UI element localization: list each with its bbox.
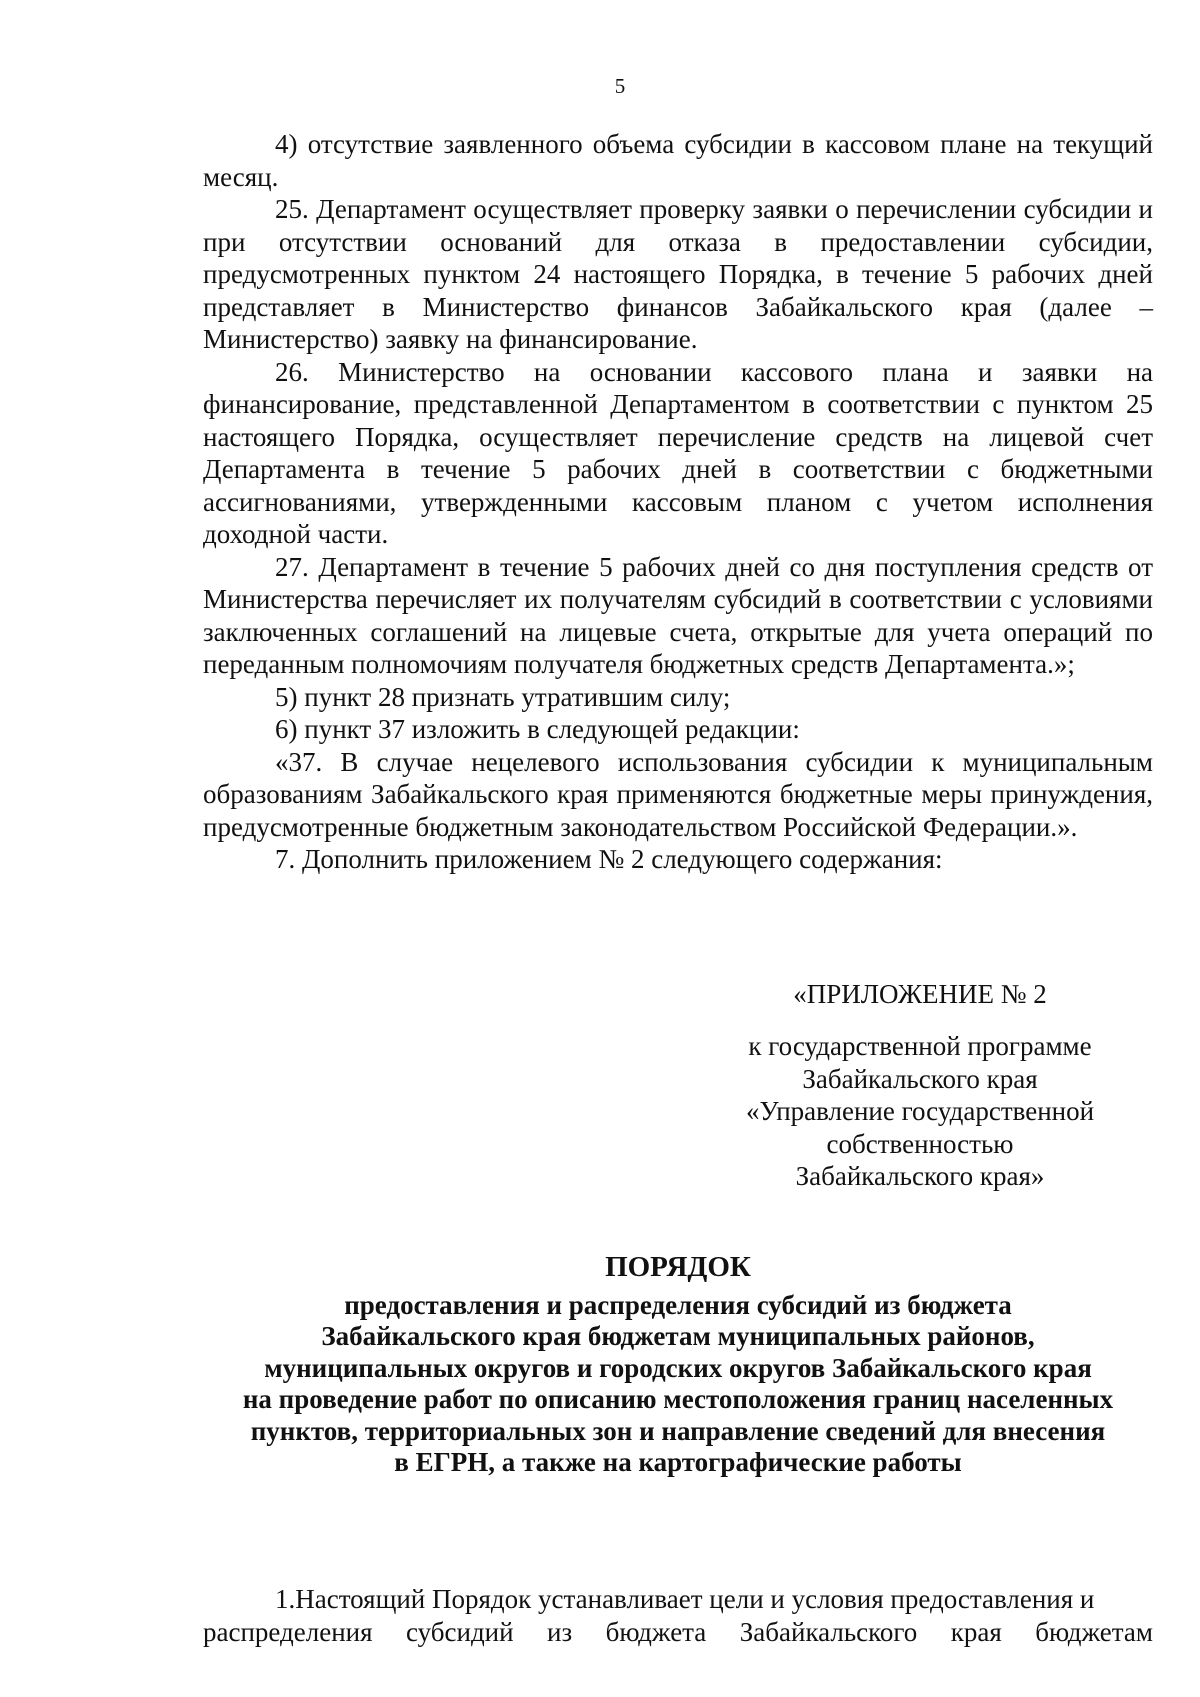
appendix-title: «ПРИЛОЖЕНИЕ № 2 — [793, 979, 1047, 1009]
appendix-line: Забайкальского края — [802, 1063, 1038, 1094]
order-subtitle-line: пунктов, территориальных зон и направление сведений для внесения — [250, 1415, 1106, 1446]
paragraph-item-5: 5) пункт 28 признать утратившим силу; — [275, 681, 731, 712]
order-subtitle-line: на проведение работ по описанию местоположения границ населенных — [242, 1384, 1114, 1414]
appendix-line: к государственной программе — [748, 1031, 1092, 1061]
appendix-line: «Управление государственной — [745, 1096, 1095, 1126]
order-subtitle-line: муниципальных округов и городских округов Забайкальского края — [264, 1352, 1092, 1383]
order-title: ПОРЯДОК — [605, 1251, 751, 1283]
paragraph-item-4: 4) отсутствие заявленного объема субсидии в кассовом плане на текущий месяц. — [203, 129, 1153, 192]
order-subtitle-line: предоставления и распределения субсидий из бюджета — [344, 1289, 1012, 1320]
order-subtitle-line: Забайкальского края бюджетам муниципальных районов, — [321, 1321, 1035, 1351]
order-subtitle-line: в ЕГРН, а также на картографические работы — [394, 1447, 962, 1477]
appendix-line: Забайкальского края» — [795, 1161, 1045, 1191]
paragraph-item-27: 27. Департамент в течение 5 рабочих дней со дня поступления средств от Министерства перечисляет их получателям субсидий в соответствии с условиями заключенных соглашений на лицевые счета, открытые для учета операций по переданным полномочиям получателя бюджетных средств Департамента.»; — [203, 551, 1153, 679]
order-body-text — [203, 1583, 1153, 1648]
appendix-description — [720, 1030, 1120, 1193]
paragraph-item-26: 26. Министерство на основании кассового плана и заявки на финансирование, представленной Департаментом в соответствии с пунктом 25 настоящего Порядка, осуществляет перечисление средств на лицевой счет Департамента в течение 5 рабочих дней в соответствии с бюджетными ассигнованиями, утвержденными кассовым планом с учетом исполнения доходной части. — [203, 356, 1153, 549]
order-paragraph-1-continuation: распределения субсидий из бюджета Забайкальского края бюджетам — [203, 1616, 1153, 1647]
body-text — [203, 128, 1153, 876]
paragraph-item-7: 7. Дополнить приложением № 2 следующего содержания: — [275, 844, 943, 874]
order-paragraph-1: 1.Настоящий Порядок устанавливает цели и условия предоставления и — [275, 1584, 1095, 1614]
paragraph-item-25: 25. Департамент осуществляет проверку заявки о перечислении субсидии и при отсутствии оснований для отказа в предоставлении субсидии, предусмотренных пунктом 24 настоящего Порядка, в течение 5 рабочих дней представляет в Министерство финансов Забайкальского края (далее – Министерство) заявку на финансирование. — [203, 194, 1153, 354]
paragraph-item-6: 6) пункт 37 изложить в следующей редакции: — [275, 714, 800, 744]
page-number: 5 — [614, 74, 626, 98]
order-heading — [203, 1252, 1153, 1479]
paragraph-item-37: «37. В случае нецелевого использования субсидии к муниципальным образованиям Забайкальского края применяются бюджетные меры принуждения, предусмотренные бюджетным законодательством Российской Федерации.». — [203, 746, 1153, 842]
appendix-line: собственностью — [826, 1128, 1014, 1159]
